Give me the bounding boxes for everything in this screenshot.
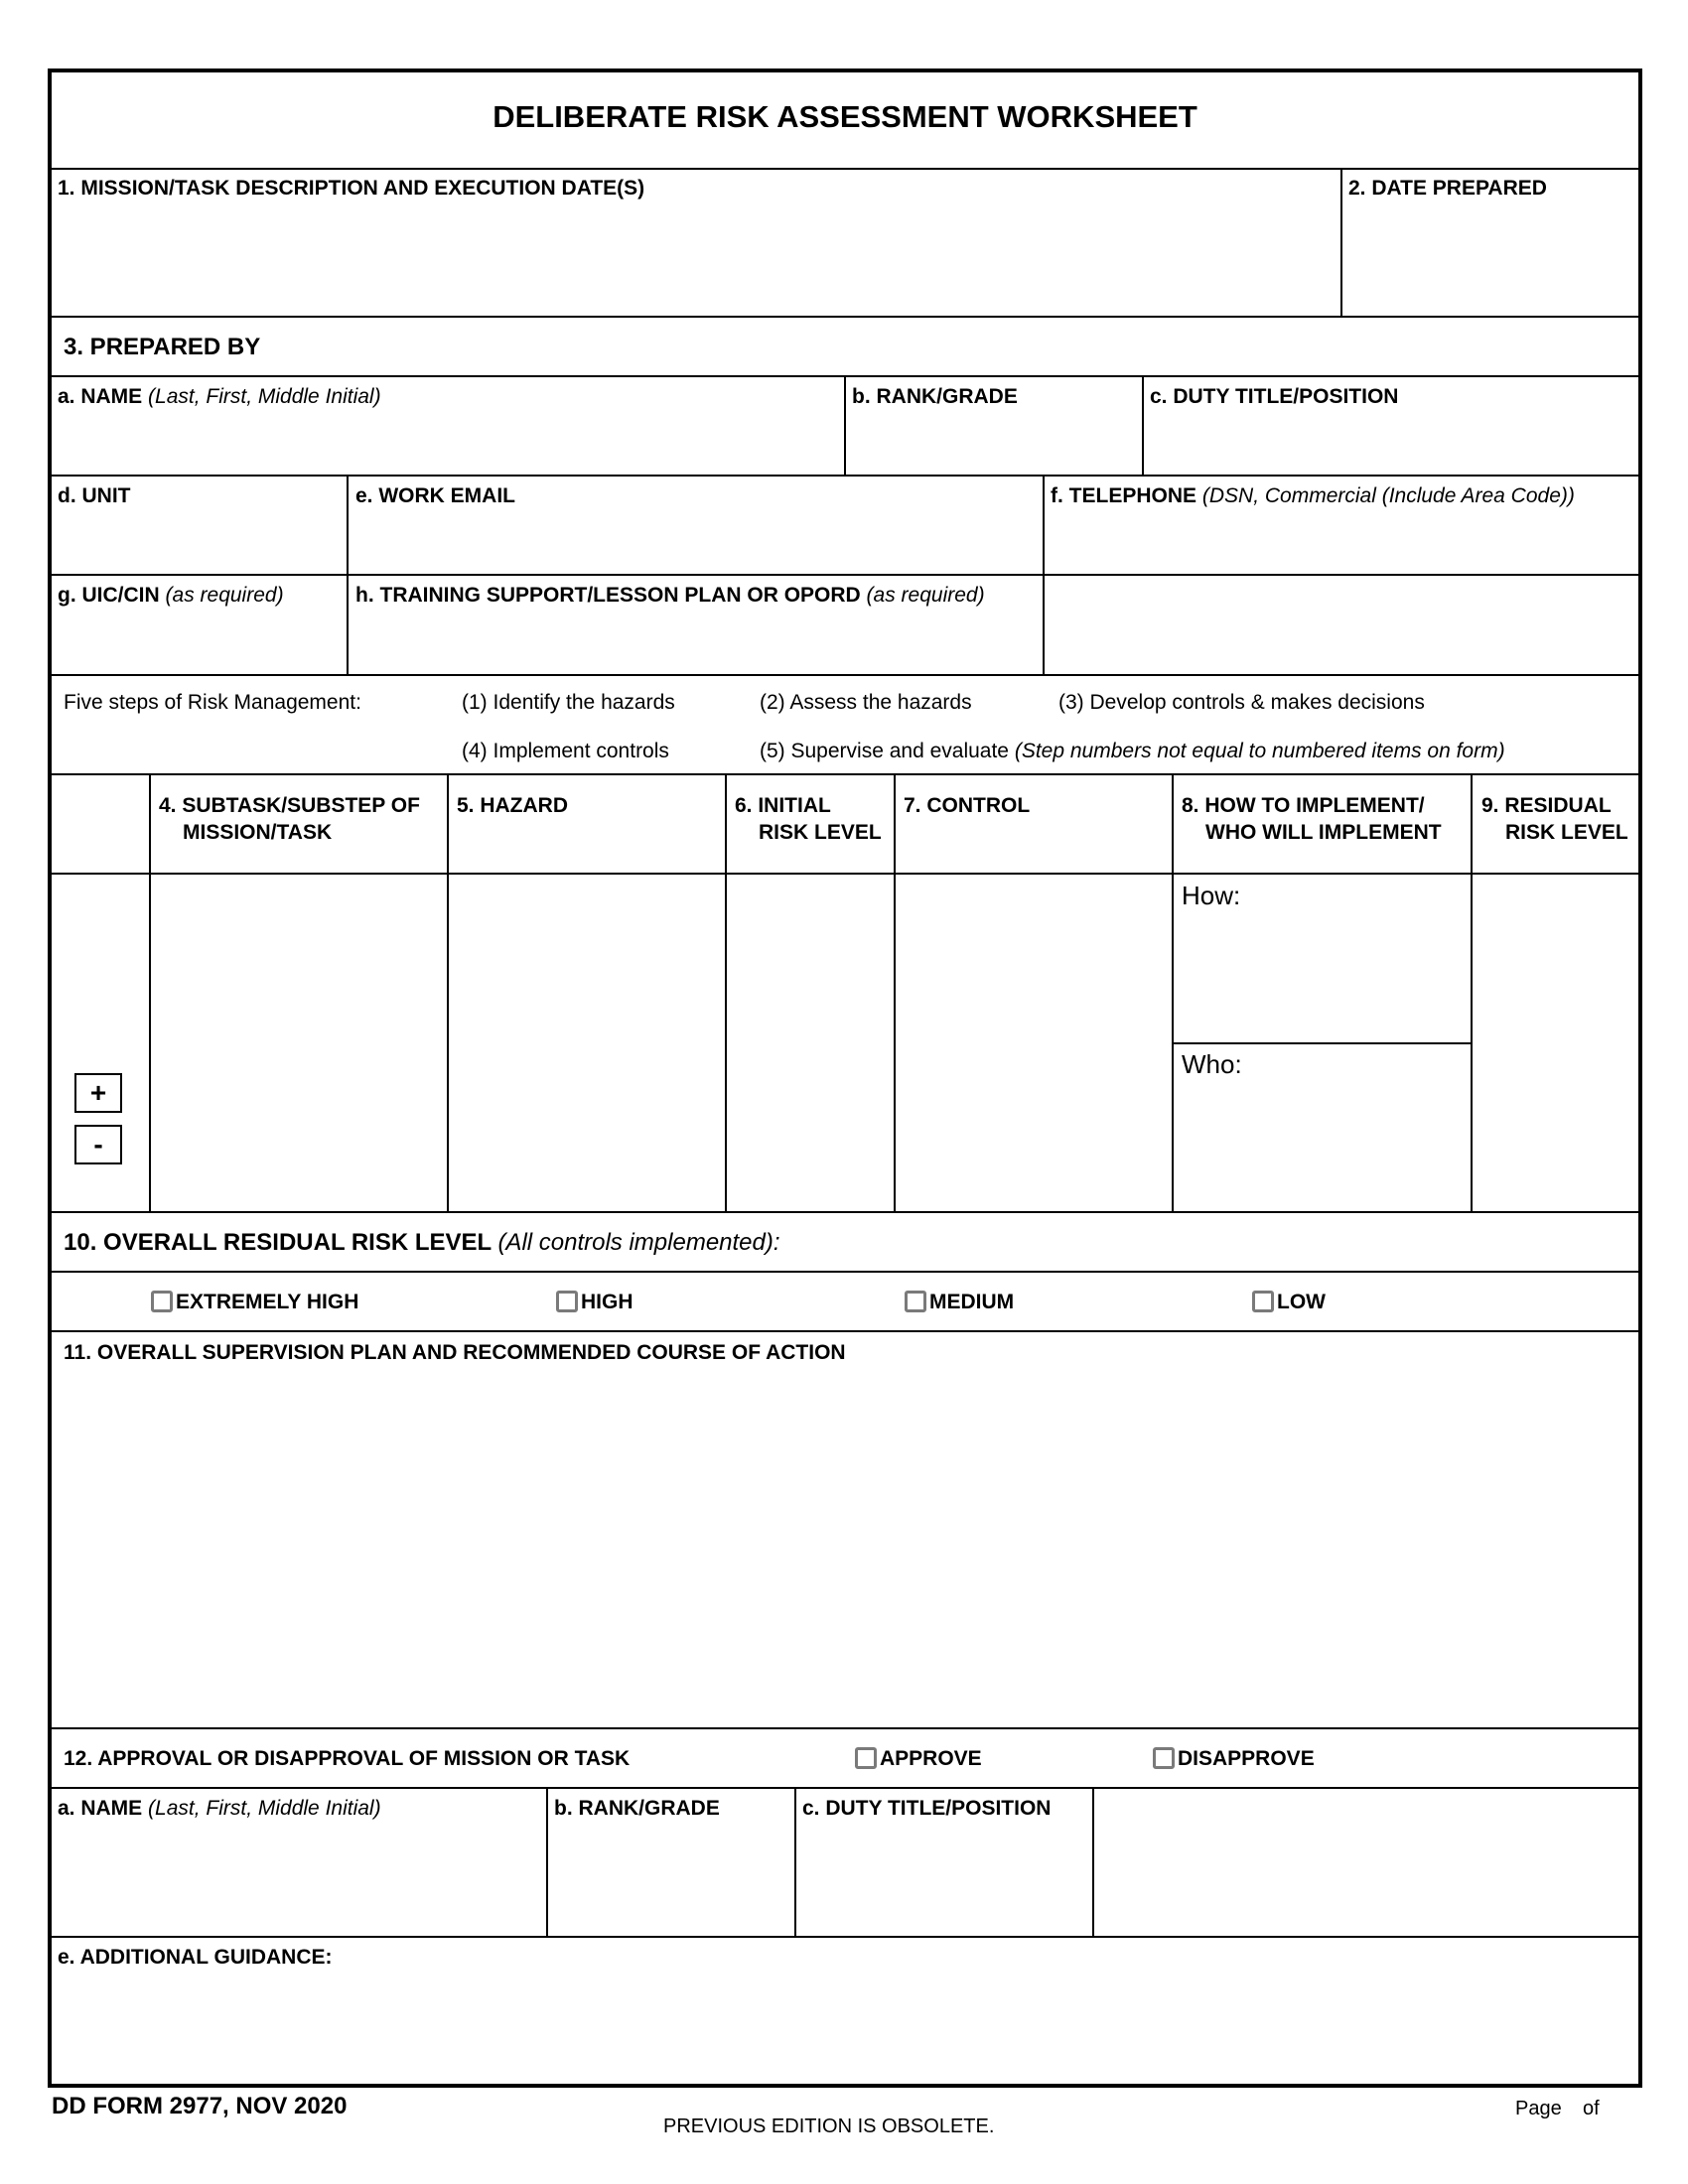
telephone-label: f. TELEPHONE (DSN, Commercial (Include Area Code)) [1051,484,1575,507]
col-control-header: 7. CONTROL [904,794,1031,817]
divider [1092,1787,1094,1936]
approve-checkbox[interactable] [855,1747,877,1769]
unit-label: d. UNIT [58,484,131,507]
how-label: How: [1182,881,1241,910]
hazard-cell[interactable] [449,875,723,1209]
work-email-label: e. WORK EMAIL [355,484,515,507]
divider [50,1271,1640,1273]
training-support-label: h. TRAINING SUPPORT/LESSON PLAN OR OPORD (as required) [355,584,985,607]
divider [50,574,1640,576]
how-field[interactable] [1174,911,1469,1040]
training-extra-field[interactable] [1047,578,1638,671]
supervision-plan-label: 11. OVERALL SUPERVISION PLAN AND RECOMMENDED COURSE OF ACTION [64,1341,846,1364]
step-5: (5) Supervise and evaluate (Step numbers not equal to numbered items on form) [760,740,1505,762]
approver-duty-field[interactable] [798,1823,1090,1934]
additional-guidance-label: e. ADDITIONAL GUIDANCE: [58,1946,333,1969]
divider [50,1727,1640,1729]
divider [1340,168,1342,316]
high-checkbox[interactable] [556,1291,578,1312]
divider [50,316,1640,318]
preparer-duty-label: c. DUTY TITLE/POSITION [1150,385,1399,408]
col-residual-risk-header: 9. RESIDUAL RISK LEVEL [1481,794,1628,844]
preparer-rank-label: b. RANK/GRADE [852,385,1018,408]
uic-cin-field[interactable] [52,610,344,671]
col-implement-header: 8. HOW TO IMPLEMENT/ WHO WILL IMPLEMENT [1182,794,1442,844]
page-number-field[interactable] [1567,2095,1583,2120]
high-label: HIGH [581,1291,633,1313]
how-who-divider [1172,1042,1471,1044]
disapprove-checkbox[interactable] [1153,1747,1175,1769]
divider [50,674,1640,676]
divider [794,1787,796,1936]
divider [844,375,846,475]
page-label: Page [1515,2098,1562,2119]
mission-task-field[interactable] [52,204,1338,313]
obsolete-notice: PREVIOUS EDITION IS OBSOLETE. [663,2116,995,2137]
step-2: (2) Assess the hazards [760,691,972,714]
initial-risk-cell[interactable] [727,875,892,1209]
preparer-duty-field[interactable] [1146,411,1638,473]
residual-risk-cell[interactable] [1473,875,1638,1209]
approver-name-field[interactable] [52,1823,544,1934]
supervision-plan-field[interactable] [52,1370,1638,1725]
approver-duty-label: c. DUTY TITLE/POSITION [802,1797,1052,1820]
approver-signature-field[interactable] [1096,1791,1638,1934]
unit-field[interactable] [52,510,344,572]
remove-row-button[interactable]: - [74,1125,122,1164]
divider [347,475,349,674]
mission-task-label: 1. MISSION/TASK DESCRIPTION AND EXECUTION DATE(S) [58,177,645,200]
preparer-rank-field[interactable] [848,411,1140,473]
approval-heading: 12. APPROVAL OR DISAPPROVAL OF MISSION OR TASK [64,1747,631,1770]
training-support-field[interactable] [352,610,1041,671]
col-subtask-header: 4. SUBTASK/SUBSTEP OF MISSION/TASK [159,794,420,844]
date-prepared-field[interactable] [1344,204,1638,313]
disapprove-label: DISAPPROVE [1178,1747,1315,1770]
uic-cin-label: g. UIC/CIN (as required) [58,584,284,607]
medium-label: MEDIUM [929,1291,1015,1313]
divider [50,773,1640,775]
approver-rank-label: b. RANK/GRADE [554,1797,720,1820]
residual-risk-heading: 10. OVERALL RESIDUAL RISK LEVEL (All controls implemented): [64,1229,780,1256]
who-field[interactable] [1174,1080,1469,1209]
extremely-high-checkbox[interactable] [151,1291,173,1312]
divider [1142,375,1144,475]
divider [50,1936,1640,1938]
divider [50,168,1640,170]
divider [50,1330,1640,1332]
col-hazard-header: 5. HAZARD [457,794,569,817]
divider [50,1787,1640,1789]
step-4: (4) Implement controls [462,740,669,762]
additional-guidance-field[interactable] [52,1974,1638,2083]
form-id: DD FORM 2977, NOV 2020 [52,2093,348,2119]
divider [50,1211,1640,1213]
add-row-button[interactable]: + [74,1073,122,1113]
divider [50,475,1640,477]
divider [1043,475,1045,674]
extremely-high-label: EXTREMELY HIGH [176,1291,359,1313]
preparer-name-label: a. NAME (Last, First, Middle Initial) [58,385,381,408]
prepared-by-heading: 3. PREPARED BY [64,334,261,360]
telephone-field[interactable] [1047,510,1638,572]
who-label: Who: [1182,1049,1242,1079]
form-title: DELIBERATE RISK ASSESSMENT WORKSHEET [492,99,1197,134]
step-3: (3) Develop controls & makes decisions [1058,691,1425,714]
work-email-field[interactable] [352,510,1041,572]
date-prepared-label: 2. DATE PREPARED [1348,177,1547,200]
approve-label: APPROVE [880,1747,982,1770]
approver-name-label: a. NAME (Last, First, Middle Initial) [58,1797,381,1820]
steps-intro: Five steps of Risk Management: [64,691,361,714]
preparer-name-field[interactable] [52,411,840,473]
step-1: (1) Identify the hazards [462,691,675,714]
control-cell[interactable] [896,875,1170,1209]
approver-rank-field[interactable] [550,1823,792,1934]
low-checkbox[interactable] [1252,1291,1274,1312]
medium-checkbox[interactable] [905,1291,926,1312]
divider [546,1787,548,1936]
page-of-label: of [1583,2098,1600,2119]
subtask-cell[interactable] [151,875,445,1209]
col-initial-risk-header: 6. INITIAL RISK LEVEL [735,794,882,844]
low-label: LOW [1277,1291,1326,1313]
